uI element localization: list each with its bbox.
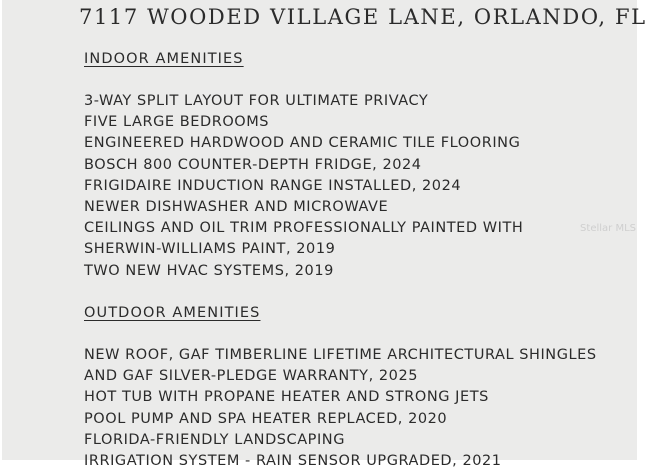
mls-watermark: Stellar MLS (580, 223, 636, 234)
list-item: NEW ROOF, GAF TIMBERLINE LIFETIME ARCHITECTURAL SHINGLES (84, 347, 597, 363)
list-item: IRRIGATION SYSTEM - RAIN SENSOR UPGRADED, 2021 (84, 453, 502, 470)
list-item: FLORIDA-FRIENDLY LANDSCAPING (84, 431, 345, 448)
list-item: SHERWIN-WILLIAMS PAINT, 2019 (84, 241, 336, 258)
left-margin (0, 0, 2, 460)
outdoor-amenities-list (84, 345, 597, 472)
list-item: FRIGIDAIRE INDUCTION RANGE INSTALLED, 2024 (84, 177, 462, 194)
list-item: 3-WAY SPLIT LAYOUT FOR ULTIMATE PRIVACY (84, 93, 429, 109)
indoor-amenities-list (84, 91, 523, 282)
outdoor-amenities-heading: OUTDOOR AMENITIES (84, 305, 261, 321)
list-item: HOT TUB WITH PROPANE HEATER AND STRONG JETS (84, 389, 489, 406)
list-item: TWO NEW HVAC SYSTEMS, 2019 (84, 262, 334, 279)
indoor-amenities-heading: INDOOR AMENITIES (84, 51, 244, 67)
list-item: ENGINEERED HARDWOOD AND CERAMIC TILE FLOORING (84, 135, 521, 152)
property-address-title: 7117 WOODED VILLAGE LANE, ORLANDO, FL (79, 5, 647, 29)
list-item: BOSCH 800 COUNTER-DEPTH FRIDGE, 2024 (84, 156, 422, 173)
right-margin (637, 0, 640, 460)
list-item: NEWER DISHWASHER AND MICROWAVE (84, 199, 389, 216)
list-item: CEILINGS AND OIL TRIM PROFESSIONALLY PAINTED WITH (84, 220, 524, 237)
list-item: AND GAF SILVER-PLEDGE WARRANTY, 2025 (84, 368, 418, 385)
list-item: POOL PUMP AND SPA HEATER REPLACED, 2020 (84, 410, 448, 427)
list-item: FIVE LARGE BEDROOMS (84, 114, 270, 131)
